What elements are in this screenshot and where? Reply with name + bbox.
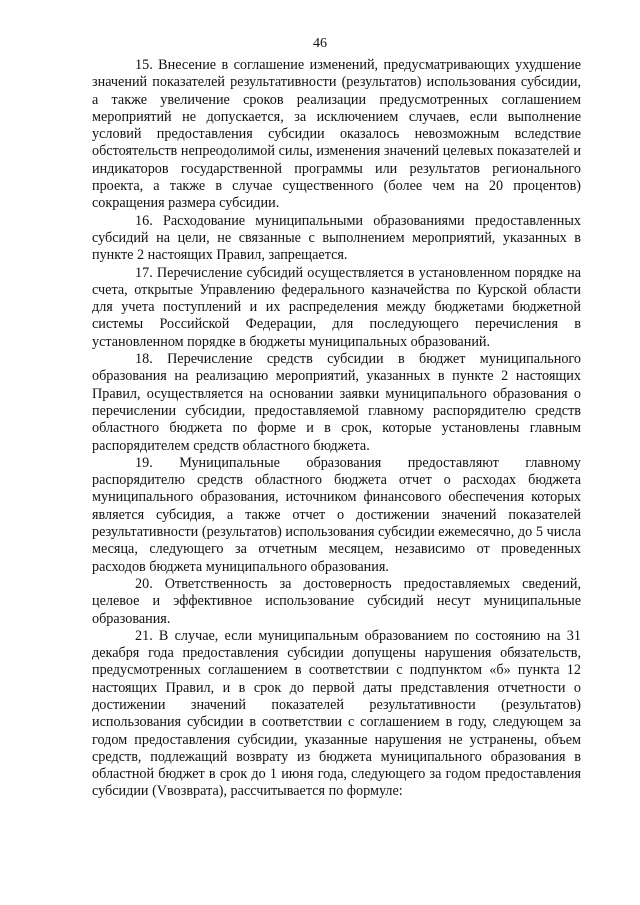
paragraph-18: 18. Перечисление средств субсидии в бюджет муниципального образования на реализацию мероприятий, указанных в пункте 2 настоящих Правил, осуществляется на основании заявки муниципального образования о перечислении субсидии, предоставляемой главному распорядителю средств областного бюджета по форме и в срок, которые установлены главным распорядителем средств областного бюджета. [92,351,581,454]
paragraph-21: 21. В случае, если муниципальным образованием по состоянию на 31 декабря года предоставления субсидии допущены нарушения обязательств, предусмотренных соглашением в соответствии с подпунктом «б» пункта 12 настоящих Правил, и в срок до первой даты представления отчетности о достижении значений показателей результативности (результатов) использования субсидии в соответствии с соглашением в году, следующем за годом предоставления субсидии, указанные нарушения не устранены, объем средств, подлежащий возврату из бюджета муниципального образования в областной бюджет в срок до 1 июня года, следующего за годом предоставления субсидии (Vвозврата), рассчитывается по формуле: [92,627,581,800]
page-number: 46 [313,36,327,51]
paragraph-17: 17. Перечисление субсидий осуществляется в установленном порядке на счета, открытые Управлению федерального казначейства по Курской области для учета поступлений и их распределения между бюджетами бюджетной системы Российской Федерации, для последующего перечисления в установленном порядке в бюджеты муниципальных образований. [92,264,581,350]
paragraph-16: 16. Расходование муниципальными образованиями предоставленных субсидий на цели, не связанные с выполнением мероприятий, указанных в пункте 2 настоящих Правил, запрещается. [92,212,581,264]
paragraph-15: 15. Внесение в соглашение изменений, предусматривающих ухудшение значений показателей результативности (результатов) использования субсидии, а также увеличение сроков реализации предусмотренных соглашением мероприятий не допускается, за исключением случаев, если выполнение условий предоставления субсидии оказалось невозможным вследствие обстоятельств непреодолимой силы, изменения значений целевых показателей и индикаторов государственной программы или результатов регионального проекта, а также в случае существенного (более чем на 20 процентов) сокращения размера субсидии. [92,57,581,212]
document-body [92,57,581,801]
paragraph-20: 20. Ответственность за достоверность предоставляемых сведений, целевое и эффективное использование субсидий несут муниципальные образования. [92,575,581,627]
paragraph-19: 19. Муниципальные образования предоставляют главному распорядителю средств областного бюджета отчет о расходах бюджета муниципального образования, источником финансового обеспечения которых является субсидия, а также отчет о достижении значений показателей результативности (результатов) использования субсидии ежемесячно, до 5 числа месяца, следующего за отчетным месяцем, независимо от проведенных расходов бюджета муниципального образования. [92,454,581,575]
